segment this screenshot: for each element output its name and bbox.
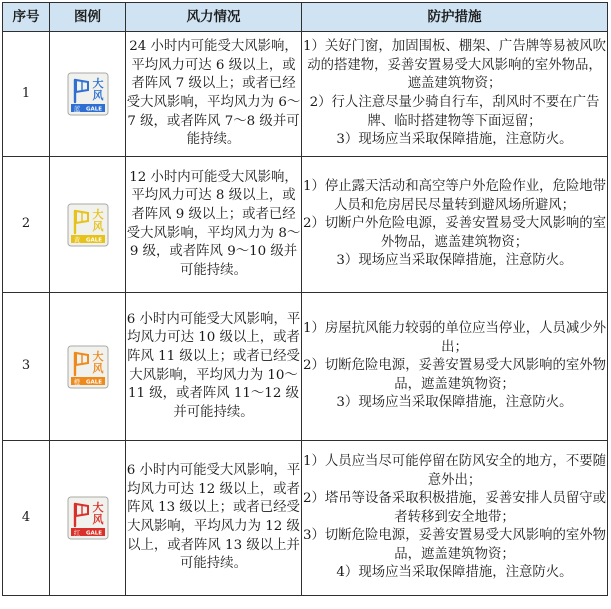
row-icon-cell (50, 441, 126, 596)
measure-item: 3）现场应当采取保障措施，注意防火。 (336, 132, 573, 148)
orange-gale-warning-icon (67, 345, 109, 389)
table-row (3, 32, 608, 157)
badge-title-char: 风 (92, 219, 103, 233)
badge-level-label: 红 (73, 529, 80, 537)
badge-gale-label: GALE (85, 530, 102, 537)
measure-item: 1）关好门窗，加固围板、棚架、广告牌等易被风吹动的搭建物，妥善安置易受大风影响的室外物品，遮盖建筑物资； (302, 39, 607, 92)
row-seq: 1 (3, 32, 50, 157)
table-row (3, 441, 608, 596)
table-header-row (3, 3, 608, 32)
row-condition: 24 小时内可能受大风影响，平均风力可达 6 级以上，或者阵风 7 级以上；或者已经受大风影响，平均风力为 6～7 级，或者阵风 7～8 级并可能持续。 (126, 32, 302, 157)
row-icon-cell (50, 32, 126, 157)
header-seq: 序号 (3, 3, 50, 32)
red-gale-warning-icon (67, 496, 109, 540)
row-condition: 12 小时内可能受大风影响，平均风力可达 8 级以上，或者阵风 9 级以上；或者已经受大风影响，平均风力为 8～9 级，或者阵风 9～10 级并可能持续。 (126, 157, 302, 293)
measure-item: 2）行人注意尽量少骑自行车，刮风时不要在广告牌、临时搭建物等下面逗留； (309, 95, 600, 129)
measure-item: 2）切断户外危险电源，妥善安置易受大风影响的室外物品，遮盖建筑物资； (302, 216, 607, 250)
row-condition: 6 小时内可能受大风影响，平均风力可达 12 级以上，或者阵风 13 级以上；或者已经受大风影响，平均风力为 12 级以上，或者阵风 13 级以上并可能持续。 (126, 441, 302, 596)
badge-gale-label: GALE (85, 379, 102, 386)
measure-item: 3）切断危险电源，妥善安置易受大风影响的室外物品，遮盖建筑物资； (302, 528, 607, 562)
row-measures (302, 157, 608, 293)
badge-title-char: 风 (92, 513, 103, 526)
badge-level-label: 蓝 (73, 105, 80, 113)
measure-item: 1）房屋抗风能力较弱的单位应当停业，人员减少外出； (302, 321, 607, 355)
badge-title-char: 大 (92, 77, 103, 90)
row-seq: 4 (3, 441, 50, 596)
row-seq: 2 (3, 157, 50, 293)
blue-gale-warning-icon (67, 72, 109, 116)
row-measures (302, 293, 608, 441)
badge-title-char: 风 (92, 89, 103, 102)
badge-title-char: 大 (92, 501, 103, 514)
header-icon: 图例 (50, 3, 126, 32)
measure-item: 2）切断危险电源，妥善安置易受大风影响的室外物品，遮盖建筑物资； (302, 358, 607, 392)
row-condition: 6 小时内可能受大风影响，平均风力可达 10 级以上，或者阵风 11 级以上；或者已经受大风影响，平均风力为 10～11 级，或者阵风 11～12 级并可能持续。 (126, 293, 302, 441)
row-seq: 3 (3, 293, 50, 441)
badge-gale-label: GALE (85, 237, 102, 244)
badge-title-char: 大 (92, 349, 103, 363)
table-row (3, 293, 608, 441)
measure-item: 1）人员应当尽可能停留在防风安全的地方，不要随意外出； (302, 453, 607, 488)
measure-item: 4）现场应当采取保障措施，注意防火。 (336, 565, 573, 581)
header-condition: 风力情况 (126, 3, 302, 32)
row-measures (302, 441, 608, 596)
measure-item: 3）现场应当采取保障措施，注意防火。 (336, 395, 573, 411)
measure-item: 3）现场应当采取保障措施，注意防火。 (336, 253, 573, 269)
badge-title-char: 大 (92, 207, 103, 221)
wind-warning-table (2, 2, 608, 596)
row-measures (302, 32, 608, 157)
row-icon-cell (50, 157, 126, 293)
measure-item: 1）停止露天活动和高空等户外危险作业，危险地带人员和危房居民尽量转到避风场所避风； (302, 179, 607, 213)
header-measures: 防护措施 (302, 3, 608, 32)
badge-title-char: 风 (92, 361, 103, 375)
row-icon-cell (50, 293, 126, 441)
badge-level-label: 橙 (73, 377, 80, 386)
table-row (3, 157, 608, 293)
measure-item: 2）塔吊等设备采取积极措施，妥善安排人员留守或者转移到安全地带； (302, 491, 607, 525)
badge-gale-label: GALE (85, 106, 102, 113)
yellow-gale-warning-icon (67, 203, 109, 247)
badge-level-label: 黄 (73, 235, 80, 244)
